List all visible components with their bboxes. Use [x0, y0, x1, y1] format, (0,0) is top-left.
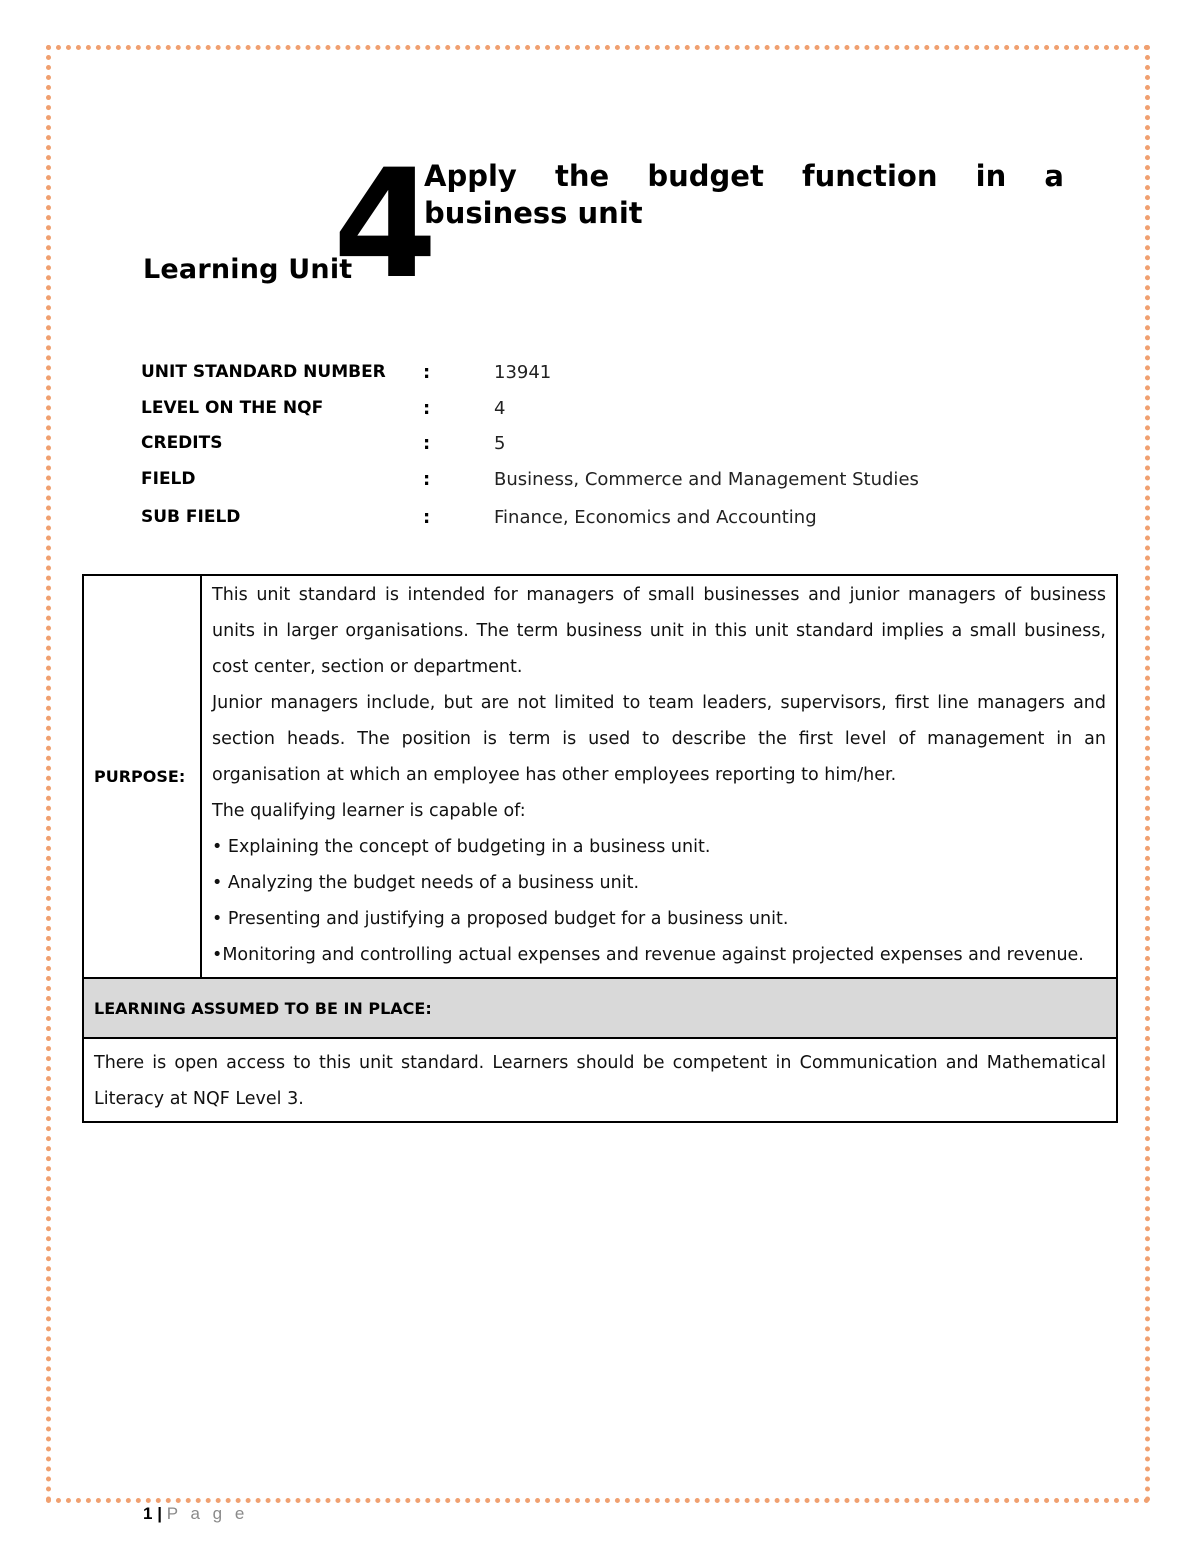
purpose-bullet: • Explaining the concept of budgeting in a business unit. — [212, 837, 711, 857]
learning-assumed-body: There is open access to this unit standard. Learners should be competent in Communication and Mathematical Literacy at NQF Level 3. — [83, 1038, 1117, 1122]
page-number: 1 — [143, 1504, 153, 1523]
purpose-bullet: • Presenting and justifying a proposed budget for a business unit. — [212, 909, 789, 929]
meta-key: FIELD — [141, 469, 196, 489]
footer-separator: | — [157, 1504, 162, 1523]
meta-separator: : — [423, 362, 431, 383]
meta-value: 5 — [494, 433, 506, 454]
purpose-bullet: • Analyzing the budget needs of a business unit. — [212, 873, 640, 893]
purpose-paragraph: Junior managers include, but are not limited to team leaders, supervisors, first line managers and section heads. The position is term is used to describe the first level of management in an organisation at which an employee has other employees reporting to him/her. — [212, 693, 1106, 785]
meta-separator: : — [423, 433, 431, 454]
meta-value: Finance, Economics and Accounting — [494, 507, 817, 528]
purpose-body — [201, 575, 1117, 978]
unit-title: Apply the budget function in a business unit — [424, 159, 1064, 230]
learning-unit-label: Learning Unit — [143, 254, 353, 285]
purpose-paragraph: The qualifying learner is capable of: — [212, 801, 526, 821]
learning-assumed-header-row — [83, 978, 1117, 1038]
purpose-bullet: •Monitoring and controlling actual expenses and revenue against projected expenses and revenue. — [212, 945, 1084, 965]
meta-key: SUB FIELD — [141, 507, 241, 527]
meta-value: 4 — [494, 398, 506, 419]
page-label: P a g e — [166, 1504, 249, 1523]
meta-separator: : — [423, 469, 431, 490]
page-footer — [143, 1504, 248, 1524]
learning-assumed-header: LEARNING ASSUMED TO BE IN PLACE: — [83, 978, 1117, 1038]
unit-info-table — [82, 574, 1118, 1123]
meta-key: LEVEL ON THE NQF — [141, 398, 324, 418]
purpose-label: PURPOSE: — [83, 575, 201, 978]
meta-key: UNIT STANDARD NUMBER — [141, 362, 386, 382]
meta-key: CREDITS — [141, 433, 223, 453]
meta-separator: : — [423, 507, 431, 528]
purpose-paragraph: This unit standard is intended for managers of small businesses and junior managers of business units in larger organisations. The term business unit in this unit standard implies a small business, cost center, section or department. — [212, 585, 1106, 677]
meta-separator: : — [423, 398, 431, 419]
meta-value: 13941 — [494, 362, 552, 383]
meta-value: Business, Commerce and Management Studies — [494, 469, 919, 490]
learning-assumed-body-row — [83, 1038, 1117, 1122]
purpose-row — [83, 575, 1117, 978]
learning-unit-number: 4 — [333, 138, 434, 312]
